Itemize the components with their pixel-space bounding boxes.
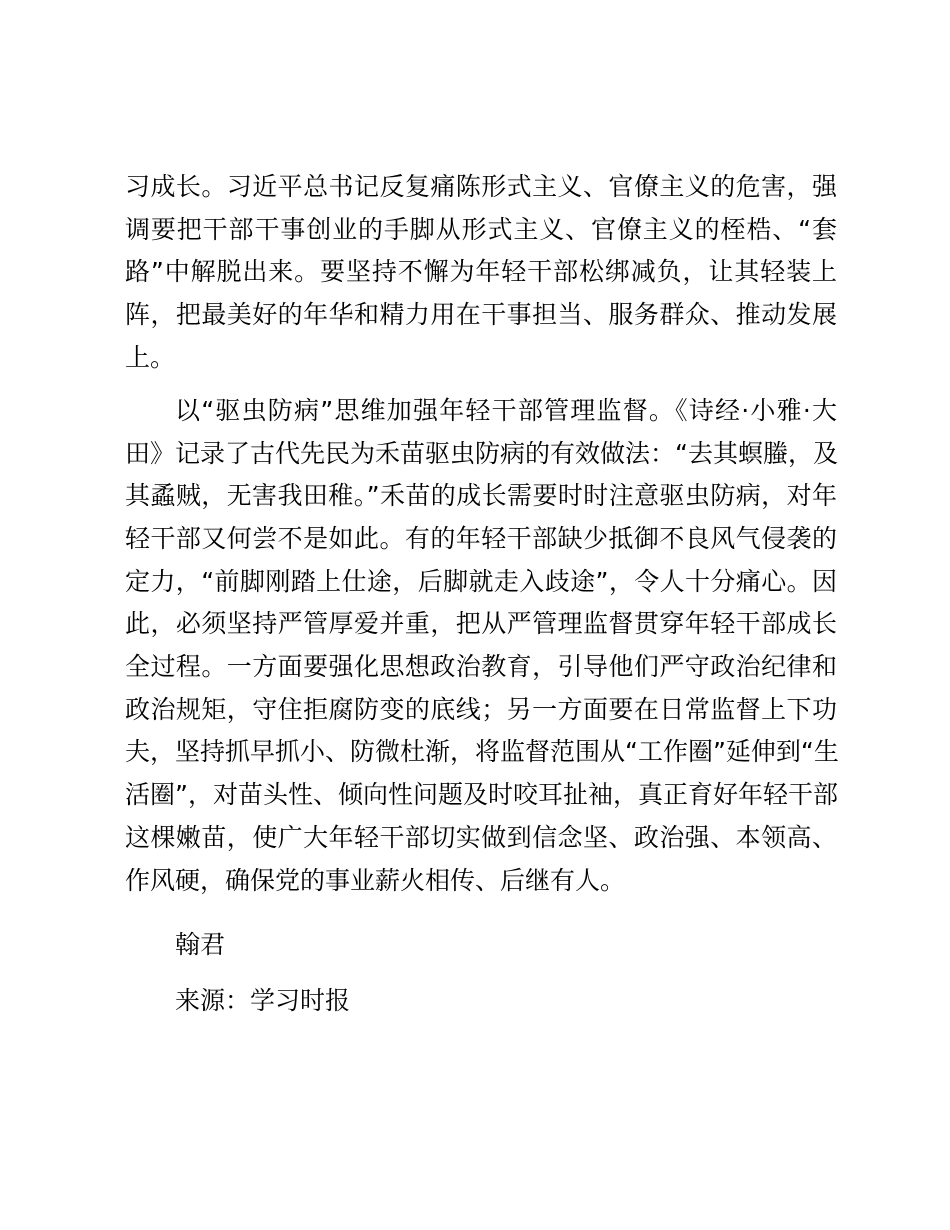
paragraph-line: 以“驱虫防病”思维加强年轻干部管理监督。《诗经·小雅·大	[175, 395, 837, 425]
paragraph-line: 这棵嫩苗，使广大年轻干部切实做到信念坚、政治强、本领高、	[125, 822, 837, 852]
paragraph-line: 全过程。一方面要强化思想政治教育，引导他们严守政治纪律和	[125, 652, 837, 682]
paragraph-2	[125, 390, 837, 902]
article-body	[125, 166, 837, 902]
source-line: 来源：学习时报	[175, 986, 351, 1015]
paragraph-line: 路”中解脱出来。要坚持不懈为年轻干部松绑减负，让其轻装上	[125, 257, 837, 287]
paragraph-line: 习成长。习近平总书记反复痛陈形式主义、官僚主义的危害，强	[125, 172, 837, 201]
paragraph-line: 政治规矩，守住拒腐防变的底线；另一方面要在日常监督上下功	[125, 694, 837, 724]
paragraph-line: 其蟊贼，无害我田稚。”禾苗的成长需要时时注意驱虫防病，对年	[125, 481, 837, 511]
paragraph-line: 调要把干部干事创业的手脚从形式主义、官僚主义的桎梏、“套	[125, 214, 837, 244]
paragraph-line: 定力，“前脚刚踏上仕途，后脚就走入歧途”，令人十分痛心。因	[125, 566, 837, 596]
paragraph-line: 上。	[125, 342, 176, 372]
paragraph-line: 此，必须坚持严管厚爱并重，把从严管理监督贯穿年轻干部成长	[125, 609, 837, 639]
paragraph-line: 夫，坚持抓早抓小、防微杜渐，将监督范围从“工作圈”延伸到“生	[125, 737, 839, 767]
paragraph-line: 轻干部又何尝不是如此。有的年轻干部缺少抵御不良风气侵袭的	[125, 524, 837, 553]
author-name: 翰君	[175, 930, 226, 959]
paragraph-line: 阵，把最美好的年华和精力用在干事担当、服务群众、推动发展	[125, 300, 837, 330]
paragraph-line: 作风硬，确保党的事业薪火相传、后继有人。	[125, 865, 626, 895]
paragraph-line: 活圈”，对苗头性、倾向性问题及时咬耳扯袖，真正育好年轻干部	[125, 780, 838, 810]
paragraph-line: 田》记录了古代先民为禾苗驱虫防病的有效做法：“去其螟螣，及	[125, 438, 838, 468]
paragraph-1	[125, 166, 837, 379]
